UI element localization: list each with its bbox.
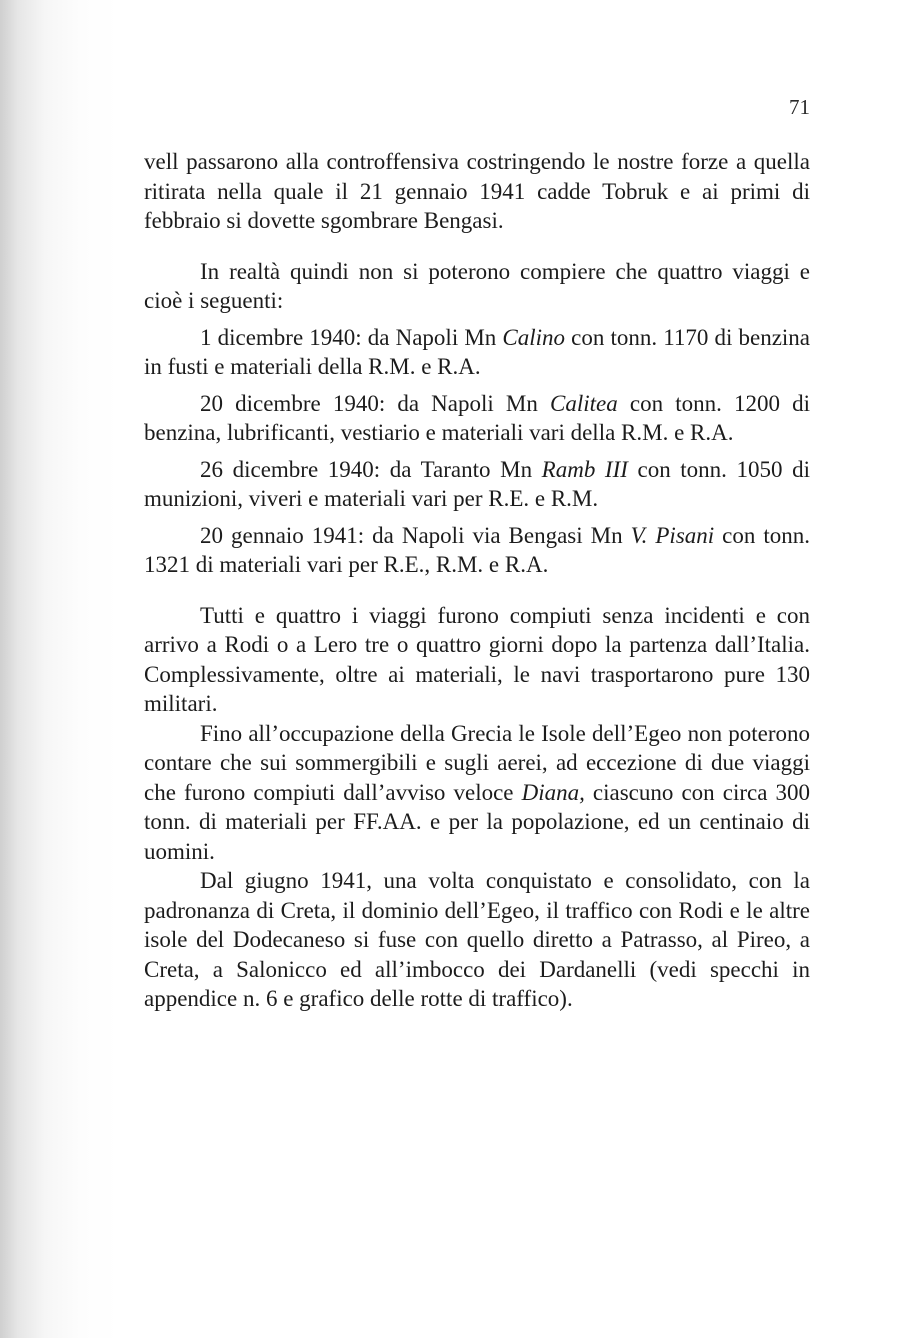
ship-name: V. Pisani [630,522,715,548]
ship-name: Calino [502,324,566,350]
voyage-text: con tonn. 1050 di munizioni, viveri e materiali vari per R.E. e R.M. [144,456,810,511]
paragraph-intro-voyages: In realtà quindi non si poterono compiere che quattro viaggi e cioè i seguenti: [144,258,810,313]
paragraph-voyage-3 [144,455,810,514]
voyage-text: 20 dicembre 1940: da Napoli Mn [200,390,550,416]
voyage-text: 26 dicembre 1940: da Taranto Mn [200,456,542,482]
paragraph-greece [144,719,810,867]
voyage-text: 20 gennaio 1941: da Napoli via Bengasi Mn [200,522,631,548]
body-text [144,147,810,1014]
page-number: 71 [789,95,810,119]
paragraph-voyage-4 [144,521,810,580]
paragraph-voyage-1 [144,323,810,382]
paragraph-summary: Tutti e quattro i viaggi furono compiuti senza incidenti e con arrivo a Rodi o a Lero tre o quattro giorni dopo la partenza dall’Italia. Complessivamente, oltre ai materiali, le navi trasportarono pure 130 militari. [144,602,810,716]
paragraph-june-1941: Dal giugno 1941, una volta conquistato e consolidato, con la padronanza di Creta, il dominio dell’Egeo, il traffico con Rodi e le altre isole del Dodecaneso si fuse con quello diretto a Patrasso, al Pireo, a Creta, a Salonicco ed all’imbocco dei Dardanelli (vedi specchi in appendice n. 6 e grafico delle rotte di traffico). [144,868,810,1011]
voyage-text: con tonn. 1321 di materiali vari per R.E., R.M. e R.A. [144,522,810,577]
voyage-text: 1 dicembre 1940: da Napoli Mn [200,324,503,350]
voyage-text: con tonn. 1200 di benzina, lubrificanti, vestiario e materiali vari della R.M. e R.A. [144,390,810,445]
ship-name: Ramb III [541,456,628,482]
paragraph-text: ciascuno con circa 300 tonn. di materiali per FF.AA. e per la popolazione, ed un centinaio di uomini. [144,779,810,864]
ship-name: Calitea [550,390,618,416]
paragraph-continuation: vell passarono alla controffensiva costringendo le nostre forze a quella ritirata nella quale il 21 gennaio 1941 cadde Tobruk e ai primi di febbraio si dovette sgombrare Bengasi. [144,149,810,233]
voyage-text: con tonn. 1170 di benzina in fusti e materiali della R.M. e R.A. [144,324,811,379]
paragraph-voyage-2 [144,389,810,448]
ship-name: Diana, [521,779,585,805]
paragraph-text: Fino all’occupazione della Grecia le Isole dell’Egeo non poterono contare che sui sommergibili e sugli aerei, ad eccezione di due viaggi che furono compiuti dall’avviso veloce [144,720,810,805]
